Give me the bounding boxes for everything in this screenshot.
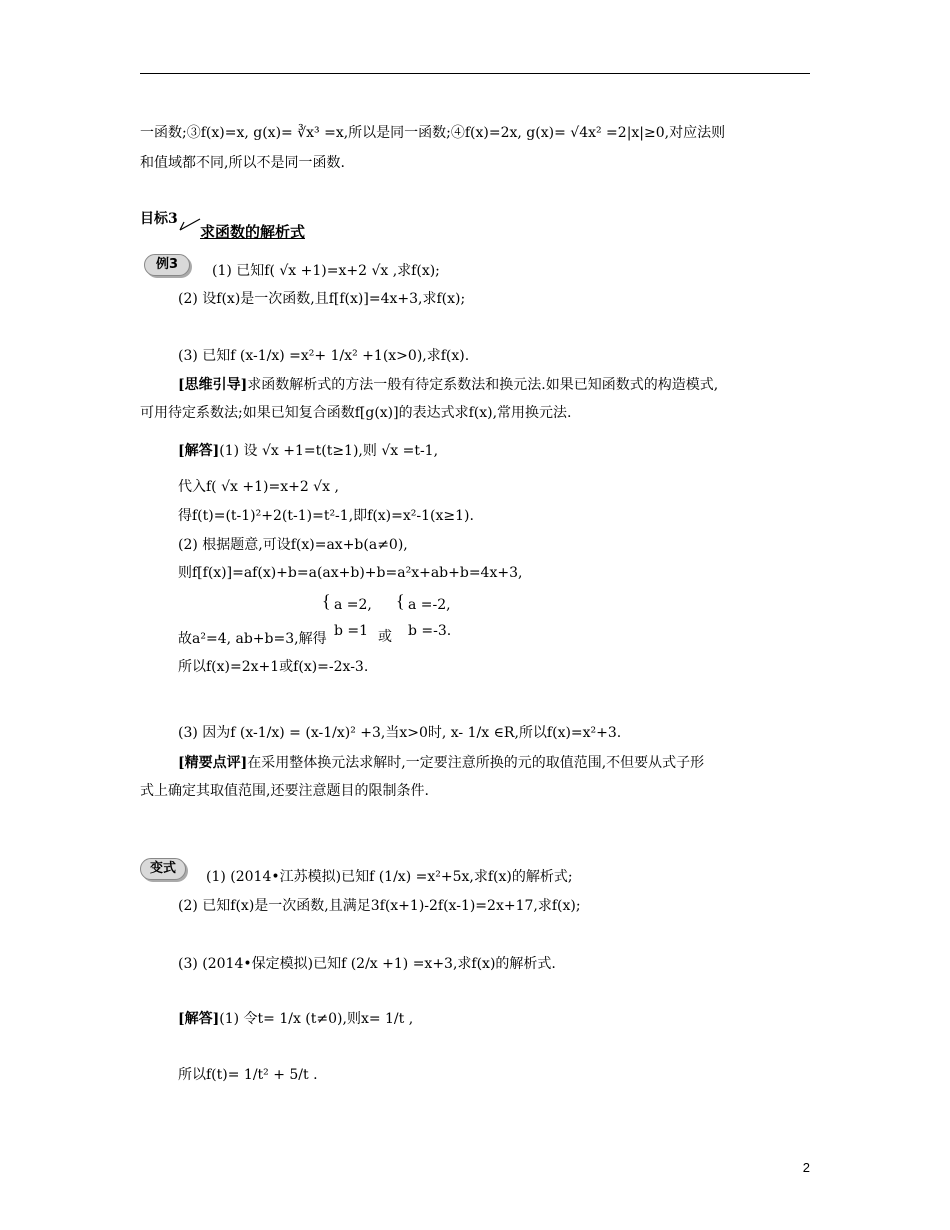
answer-1-line-3: 得f(t)=(t-1)²+2(t-1)=t²-1,即f(x)=x²-1(x≥1).: [178, 508, 474, 524]
variant-question-1: (1) (2014•江苏模拟)已知f (1/x) =x²+5x,求f(x)的解析式;: [206, 869, 573, 885]
variant-question-3: (3) (2014•保定模拟)已知f (2/x +1) =x+3,求f(x)的解析式.: [178, 956, 556, 972]
section-label: 目标3: [140, 211, 178, 227]
section-title: 求函数的解析式: [200, 223, 306, 241]
header-rule: [140, 73, 810, 74]
guide-line-1: [178, 376, 718, 394]
variant-answer-line-1: [178, 1010, 413, 1028]
intro-line-1: 一函数;③f(x)=x, g(x)= ∛x³ =x,所以是同一函数;④f(x)=2x, g(x)= √4x² =2|x|≥0,对应法则: [140, 125, 726, 141]
system-1-brace: {: [322, 591, 331, 611]
variant-question-2: (2) 已知f(x)是一次函数,且满足3f(x+1)-2f(x-1)=2x+17,求f(x);: [178, 898, 581, 914]
guide-tag: [思维引导]: [178, 377, 248, 393]
system-or: 或: [378, 629, 392, 645]
answer-tag: [解答]: [178, 443, 220, 459]
guide-text-1: 求函数解析式的方法一般有待定系数法和换元法.如果已知函数式的构造模式,: [247, 377, 719, 393]
example-question-1: (1) 已知f( √x +1)=x+2 √x ,求f(x);: [212, 263, 440, 279]
example-question-2: (2) 设f(x)是一次函数,且f[f(x)]=4x+3,求f(x);: [178, 291, 466, 307]
review-text-1: 在采用整体换元法求解时,一定要注意所换的元的取值范围,不但要从式子形: [247, 755, 705, 771]
example-badge: 例3: [144, 254, 190, 276]
system-2-eq-1: a =-2,: [408, 597, 451, 613]
variant-badge: 变式: [140, 858, 186, 880]
review-tag: [精要点评]: [178, 755, 248, 771]
answer-2-line-2: 则f[f(x)]=af(x)+b=a(ax+b)+b=a²x+ab+b=4x+3,: [178, 565, 523, 581]
answer-2-line-3: 故a²=4, ab+b=3,解得: [178, 631, 327, 647]
example-question-3: (3) 已知f (x-1/x) =x²+ 1/x² +1(x>0),求f(x).: [178, 348, 470, 364]
page-number: 2: [802, 1160, 810, 1175]
answer-1-line-2: 代入f( √x +1)=x+2 √x ,: [178, 479, 339, 495]
answer-2-line-1: (2) 根据题意,可设f(x)=ax+b(a≠0),: [178, 537, 408, 553]
answer-1-text-1: (1) 设 √x +1=t(t≥1),则 √x =t-1,: [219, 443, 439, 459]
variant-answer-line-2: 所以f(t)= 1/t² + 5/t .: [178, 1067, 318, 1083]
answer-2-line-4: 所以f(x)=2x+1或f(x)=-2x-3.: [178, 659, 369, 675]
intro-line-2: 和值域都不同,所以不是同一函数.: [140, 155, 345, 171]
variant-answer-tag: [解答]: [178, 1011, 220, 1027]
answer-3-line: (3) 因为f (x-1/x) = (x-1/x)² +3,当x>0时, x- 1/x ∈R,所以f(x)=x²+3.: [178, 725, 622, 741]
review-line-1: [178, 754, 704, 772]
system-1-eq-2: b =1: [334, 623, 369, 639]
variant-answer-text-1: (1) 令t= 1/x (t≠0),则x= 1/t ,: [219, 1011, 414, 1027]
guide-line-2: 可用待定系数法;如果已知复合函数f[g(x)]的表达式求f(x),常用换元法.: [140, 405, 572, 421]
system-2-brace: {: [396, 591, 405, 611]
system-2-eq-2: b =-3.: [408, 623, 452, 639]
system-1-eq-1: a =2,: [334, 597, 372, 613]
answer-1-line-1: [178, 442, 438, 460]
review-line-2: 式上确定其取值范围,还要注意题目的限制条件.: [140, 783, 429, 799]
